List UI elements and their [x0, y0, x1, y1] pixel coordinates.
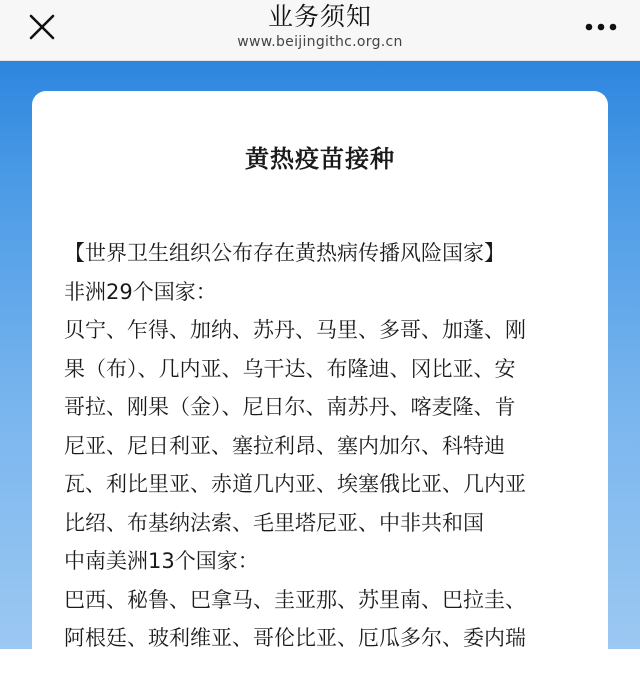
- article-line-americas-heading: 中南美洲13个国家：: [64, 549, 259, 573]
- title-area: [120, 2, 520, 51]
- page-url: www.beijingithc.org.cn: [237, 34, 403, 50]
- article-line-risk-heading: 【世界卫生组织公布存在黄热病传播风险国家】: [64, 241, 505, 265]
- article-line: 阿根廷、玻利维亚、哥伦比亚、厄瓜多尔、委内瑞: [64, 626, 526, 650]
- article-line: 贝宁、乍得、加纳、苏丹、马里、多哥、加蓬、刚: [64, 318, 526, 342]
- browser-top-bar: [0, 0, 640, 61]
- article-line-africa-heading: 非洲29个国家：: [64, 279, 217, 304]
- article-line: 瓦、利比里亚、赤道几内亚、埃塞俄比亚、几内亚: [64, 472, 526, 496]
- article-line: 比绍、布基纳法索、毛里塔尼亚、中非共和国: [64, 510, 484, 535]
- article-body: [64, 234, 592, 658]
- close-button[interactable]: [20, 9, 64, 45]
- article-line: 果（布）、几内亚、乌干达、布隆迪、冈比亚、安: [64, 356, 516, 381]
- more-dots-icon: [585, 23, 617, 31]
- close-icon: [29, 14, 55, 40]
- article-line: 尼亚、尼日利亚、塞拉利昂、塞内加尔、科特迪: [64, 433, 505, 458]
- page-title: 业务须知: [267, 2, 372, 31]
- article-line: 巴西、秘鲁、巴拿马、圭亚那、苏里南、巴拉圭、: [64, 587, 526, 612]
- more-options-button[interactable]: [578, 12, 624, 42]
- article-card: [32, 91, 608, 691]
- article-line: 哥拉、刚果（金）、尼日尔、南苏丹、喀麦隆、肯: [64, 395, 516, 419]
- article-title: 黄热疫苗接种: [245, 145, 395, 173]
